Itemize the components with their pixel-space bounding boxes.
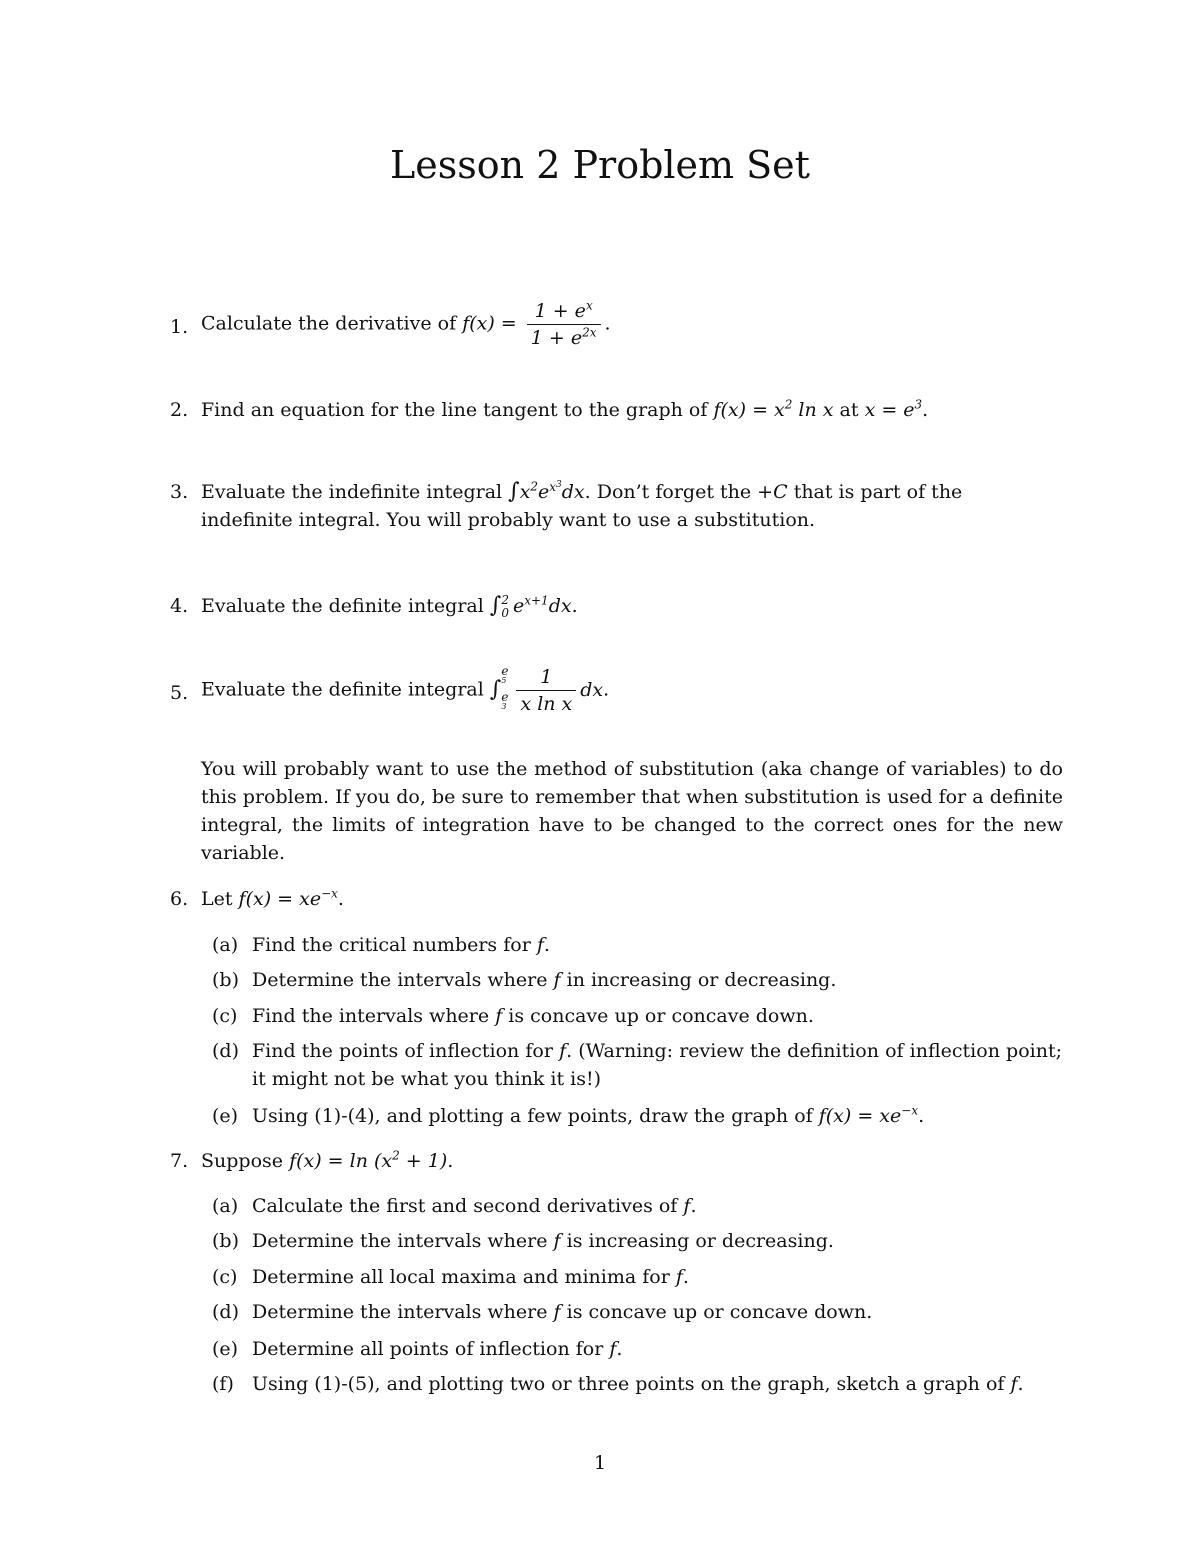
fraction bbox=[527, 298, 601, 351]
problem-6b: (b) Determine the intervals where f in increasing or decreasing. bbox=[212, 966, 1062, 994]
problem-7d: (d) Determine the intervals where f is concave up or concave down. bbox=[212, 1298, 1062, 1326]
function-expression: $f(x) = \ln (x^2 + 1)$ bbox=[289, 1148, 448, 1172]
part-label: (c) bbox=[212, 1266, 238, 1288]
problem-number: 7. bbox=[170, 1150, 189, 1172]
problem-5: 5. Evaluate the definite integral ∫ e $^5$ e $^3$ $\frac{1}{\text{x ln x}}$ dx. bbox=[170, 663, 610, 715]
integral-sign-icon: ∫ bbox=[489, 593, 502, 618]
problem-number: 4. bbox=[170, 595, 189, 617]
part-label: (e) bbox=[212, 1105, 239, 1127]
numerator-exponent: x bbox=[585, 298, 593, 313]
part-label: (f) bbox=[212, 1373, 234, 1395]
part-label: (d) bbox=[212, 1301, 239, 1323]
problem-number: 6. bbox=[170, 888, 189, 910]
problem-6c: (c) Find the intervals where f is concave up or concave down. bbox=[212, 1002, 1062, 1030]
integral-sign-icon: ∫ bbox=[489, 676, 502, 702]
numerator: 1 + e bbox=[534, 300, 586, 322]
problem-7e: (e) Determine all points of inflection for f. bbox=[212, 1335, 1062, 1363]
problem-7a: (a) Calculate the first and second derivatives of f. bbox=[212, 1192, 1062, 1220]
part-label: (b) bbox=[212, 969, 239, 991]
integral-expression: ∫ 2 0 $e^{x+1}dx$ bbox=[489, 593, 572, 620]
problem-7b: (b) Determine the intervals where f is increasing or decreasing. bbox=[212, 1227, 1062, 1255]
page-title: Lesson 2 Problem Set bbox=[390, 143, 810, 188]
problem-text: Evaluate the definite integral bbox=[201, 595, 484, 617]
function-lhs: f(x) = bbox=[462, 312, 517, 335]
problem-1 bbox=[170, 298, 1062, 358]
at-word: at bbox=[839, 399, 859, 421]
problem-number: 2. bbox=[170, 399, 189, 421]
problem-6d: (d) Find the points of inflection for f. (Warning: review the definition of inflection point; it might not be what you think it is!) bbox=[212, 1037, 1062, 1093]
problem-text: Evaluate the indefinite integral bbox=[201, 481, 503, 503]
problem-7c: (c) Determine all local maxima and minima for f. bbox=[212, 1263, 1062, 1291]
problem-number: 1. bbox=[170, 316, 189, 338]
substitution-note: You will probably want to use the method of substitution (aka change of variables) to do this problem. If you do, be sure to remember that when substitution is used for a definite integral, the limits of integration have to be changed to the correct ones for the new variable. bbox=[201, 758, 1063, 864]
problem-number: 3. bbox=[170, 481, 189, 503]
problem-text: Evaluate the definite integral bbox=[201, 678, 484, 701]
part-label: (c) bbox=[212, 1005, 238, 1027]
part-label: (e) bbox=[212, 1338, 239, 1360]
integral-expression: $\int x^2e^{x^3}dx$ bbox=[508, 479, 585, 504]
problem-text-line2: indefinite integral. You will probably want to use a substitution. bbox=[201, 509, 816, 531]
integral-sign-icon: ∫ bbox=[508, 479, 520, 504]
part-label: (a) bbox=[212, 934, 239, 956]
problem-2: 2. Find an equation for the line tangent to the graph of $f(x) = x^2$ ln x at $x = e^3$. bbox=[170, 396, 1062, 424]
part-label: (b) bbox=[212, 1230, 239, 1252]
denominator: 1 + e bbox=[530, 327, 583, 349]
problem-7f: (f) Using (1)-(5), and plotting two or three points on the graph, sketch a graph of f. bbox=[212, 1370, 1062, 1398]
problem-text: Calculate the derivative of bbox=[201, 312, 457, 335]
problem-3: 3. Evaluate the indefinite integral $\int x^2e^{x^3}dx$. Don’t forget the +C that is part of the indefinite integral. You will probably want to use a substitution. bbox=[170, 479, 963, 531]
part-label: (a) bbox=[212, 1195, 239, 1217]
problem-text: Suppose bbox=[201, 1150, 284, 1172]
problem-text: Let bbox=[201, 888, 233, 910]
point-expression: $x = e^3$ bbox=[864, 397, 923, 421]
function-expression: $f(x) = x^2$ ln x bbox=[713, 397, 834, 421]
problem-6a: (a) Find the critical numbers for f. bbox=[212, 931, 1062, 959]
part-label: (d) bbox=[212, 1040, 239, 1062]
function-expression: $f(x) = xe^{-x}$ bbox=[238, 886, 338, 910]
problem-6e: (e) Using (1)-(4), and plotting a few points, draw the graph of $f(x) = xe^{-x}$. bbox=[212, 1102, 1062, 1130]
denominator-exponent: 2x bbox=[582, 325, 597, 340]
plus-c: +C bbox=[757, 481, 788, 503]
page-number: 1 bbox=[593, 1452, 607, 1474]
problem-number: 5. bbox=[170, 682, 189, 704]
problem-4: 4. Evaluate the definite integral ∫ 2 0 $e^{x+1}dx$. bbox=[170, 593, 578, 620]
problem-7: 7. Suppose $f(x) = \ln (x^2 + 1)$. bbox=[170, 1147, 1062, 1175]
problem-text: Find an equation for the line tangent to the graph of bbox=[201, 399, 708, 421]
integral-expression: ∫ e $^5$ e $^3$ $\frac{1}{\text{x ln x}}$ dx bbox=[489, 663, 604, 715]
period: . bbox=[604, 312, 611, 335]
problem-6: 6. Let $f(x) = xe^{-x}$. bbox=[170, 885, 1062, 913]
